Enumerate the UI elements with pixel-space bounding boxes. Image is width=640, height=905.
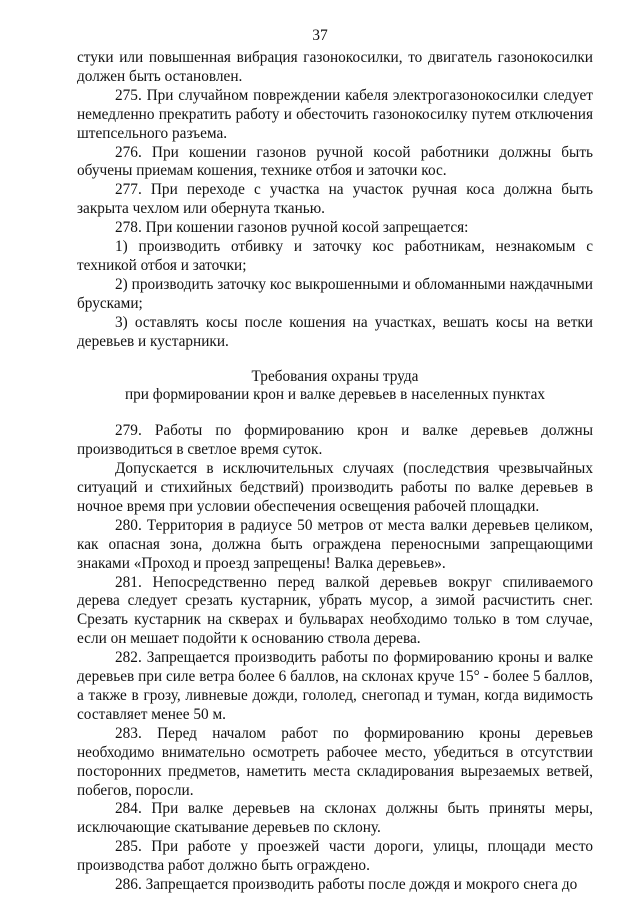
paragraph-278-item-1: 1) производить отбивку и заточку кос работникам, незнакомым с техникой отбоя и заточки; bbox=[77, 238, 593, 274]
paragraph-282: 282. Запрещается производить работы по формированию кроны и валке деревьев при силе ветра более 6 баллов, на склонах круче 15° - более 5 баллов, а также в грозу, ливневые дожди, гололед, снегопад и туман, когда видимость составляет менее 50 м. bbox=[77, 649, 593, 723]
section-heading-line-2: при формировании крон и валке деревьев в населенных пунктах bbox=[124, 386, 546, 404]
paragraph-continuation: стуки или повышенная вибрация газонокосилки, то двигатель газонокосилки должен быть остановлен. bbox=[77, 49, 593, 85]
paragraph-275: 275. При случайном повреждении кабеля электрогазонокосилки следует немедленно прекратить работу и обесточить газонокосилку путем отключения штепсельного разъема. bbox=[77, 86, 593, 142]
paragraph-280: 280. Территория в радиусе 50 метров от места валки деревьев целиком, как опасная зона, должна быть ограждена переносными запрещающими знаками «Проход и проезд запрещены! Валка деревьев». bbox=[77, 516, 593, 572]
paragraph-285: 285. При работе у проезжей части дороги, улицы, площади место производства работ должно быть ограждено. bbox=[77, 838, 593, 875]
section-heading bbox=[77, 368, 593, 406]
page-number: 37 bbox=[312, 27, 328, 44]
paragraph-278-item-3: 3) оставлять косы после кошения на участках, вешать косы на ветки деревьев и кустарники. bbox=[77, 313, 593, 350]
paragraph-278: 278. При кошении газонов ручной косой запрещается: bbox=[115, 219, 469, 237]
paragraph-276: 276. При кошении газонов ручной косой работники должны быть обучены приемам кошения, технике отбоя и заточки кос. bbox=[77, 143, 593, 180]
paragraph-279: 279. Работы по формированию крон и валке деревьев должны производиться в светлое время суток. bbox=[77, 422, 593, 459]
document-body bbox=[77, 49, 593, 895]
paragraph-278-item-2: 2) производить заточку кос выкрошенными и обломанными наждачными брусками; bbox=[77, 275, 593, 312]
paragraph-283: 283. Перед началом работ по формированию кроны деревьев необходимо внимательно осмотреть рабочее место, убедиться в отсутствии посторонних предметов, наметить места складирования вырезаемых ветвей, побегов, поросли. bbox=[77, 724, 593, 799]
paragraph-281: 281. Непосредственно перед валкой деревьев вокруг спиливаемого дерева следует срезать кустарник, убрать мусор, а зимой расчистить снег. Срезать кустарник на скверах и бульварах необходимо только в том случае, если он мешает подойти к основанию ствола дерева. bbox=[77, 573, 593, 648]
paragraph-286: 286. Запрещается производить работы после дождя и мокрого снега до bbox=[115, 876, 578, 894]
paragraph-277: 277. При переходе с участка на участок ручная коса должна быть закрыта чехлом или обернута тканью. bbox=[77, 181, 593, 218]
section-heading-line-1: Требования охраны труда bbox=[251, 367, 419, 385]
paragraph-279-exception: Допускается в исключительных случаях (последствия чрезвычайных ситуаций и стихийных бедствий) производить работы по валке деревьев в ночное время при условии обеспечения освещения рабочей площадки. bbox=[77, 460, 593, 515]
paragraph-284: 284. При валке деревьев на склонах должны быть приняты меры, исключающие скатывание деревьев по склону. bbox=[77, 800, 593, 837]
